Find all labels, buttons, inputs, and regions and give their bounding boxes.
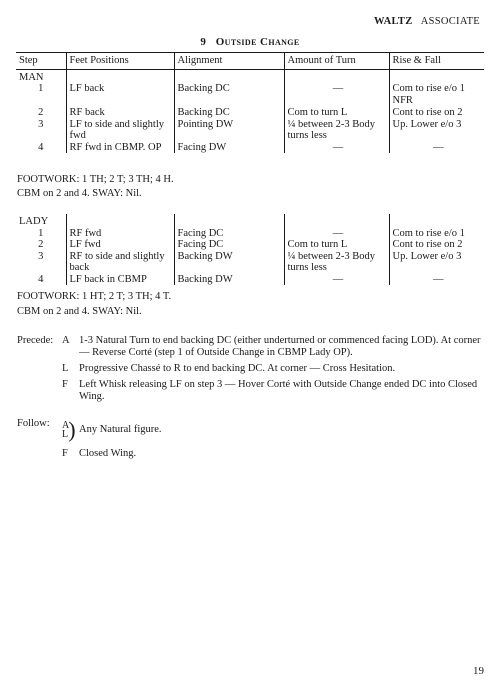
table-row bbox=[16, 228, 484, 240]
step-number: 1 bbox=[38, 83, 44, 94]
table-row bbox=[16, 142, 484, 154]
col-alignment-header: Alignment bbox=[174, 53, 284, 70]
table-row bbox=[16, 239, 484, 251]
step-number: 2 bbox=[38, 107, 44, 118]
table-row bbox=[16, 251, 484, 274]
follow-letter: F bbox=[62, 448, 68, 459]
col-feet-header: Feet Positions bbox=[66, 53, 174, 70]
precede-item bbox=[17, 335, 487, 359]
table-row bbox=[16, 83, 484, 107]
man-footwork: FOOTWORK: 1 TH; 2 T; 3 TH; 4 H. bbox=[17, 174, 174, 185]
alignment: Facing DC bbox=[174, 228, 284, 240]
precede-item bbox=[17, 363, 487, 375]
table-header-row bbox=[16, 53, 484, 70]
rise-and-fall: Up. Lower e/o 3 bbox=[389, 251, 484, 274]
header-book: WALTZ bbox=[374, 16, 413, 27]
alignment: Backing DC bbox=[174, 107, 284, 119]
follow-item bbox=[17, 448, 487, 460]
follow-label: Follow: bbox=[17, 418, 50, 429]
man-steps-table bbox=[16, 52, 484, 153]
col-step-header: Step bbox=[16, 53, 66, 70]
follow-text: Closed Wing. bbox=[79, 448, 137, 459]
running-header bbox=[374, 16, 480, 27]
table-row bbox=[16, 107, 484, 119]
role-row bbox=[16, 214, 484, 228]
lady-footwork: FOOTWORK: 1 HT; 2 T; 3 TH; 4 T. bbox=[17, 291, 172, 302]
alignment: Facing DC bbox=[174, 239, 284, 251]
precede-item bbox=[17, 379, 487, 403]
role-label-lady: LADY bbox=[19, 216, 49, 227]
rise-and-fall: — bbox=[389, 274, 484, 286]
rise-and-fall: Com to rise e/o 1 bbox=[389, 228, 484, 240]
precede-letter: F bbox=[62, 379, 68, 390]
figure-number: 9 bbox=[200, 36, 207, 48]
col-rise-header: Rise & Fall bbox=[389, 53, 484, 70]
follow-letter: A bbox=[62, 420, 70, 431]
feet-position: LF to side and slightly fwd bbox=[66, 119, 174, 142]
step-number: 1 bbox=[38, 227, 44, 239]
precede-text: Left Whisk releasing LF on step 3 — Hover Corté with Outside Change ended DC into Closed Wing. bbox=[79, 379, 478, 402]
role-label-man: MAN bbox=[19, 71, 44, 83]
precede-letter: A bbox=[62, 335, 70, 346]
col-turn-header: Amount of Turn bbox=[284, 53, 389, 70]
alignment: Pointing DW bbox=[174, 119, 284, 142]
step-number: 2 bbox=[38, 239, 44, 250]
amount-of-turn: — bbox=[284, 228, 389, 240]
amount-of-turn: — bbox=[284, 274, 389, 286]
header-level: ASSOCIATE bbox=[420, 16, 480, 27]
step-number: 4 bbox=[38, 273, 44, 285]
precede-label: Precede: bbox=[17, 335, 54, 346]
amount-of-turn: Com to turn L bbox=[284, 239, 389, 251]
feet-position: RF fwd bbox=[66, 228, 174, 240]
amount-of-turn: — bbox=[284, 142, 389, 154]
feet-position: LF fwd bbox=[66, 239, 174, 251]
feet-position: RF to side and slightly back bbox=[66, 251, 174, 274]
follow-letter-group bbox=[62, 417, 76, 442]
lady-cbm-sway: CBM on 2 and 4. SWAY: Nil. bbox=[17, 306, 142, 317]
alignment: Backing DW bbox=[174, 251, 284, 274]
table-row bbox=[16, 274, 484, 286]
man-cbm-sway: CBM on 2 and 4. SWAY: Nil. bbox=[17, 188, 142, 199]
lady-steps-table bbox=[16, 214, 484, 285]
step-number: 4 bbox=[38, 141, 44, 153]
rise-and-fall: Up. Lower e/o 3 bbox=[389, 119, 484, 142]
alignment: Backing DC bbox=[174, 83, 284, 107]
amount-of-turn: ¼ between 2-3 Body turns less bbox=[284, 251, 389, 274]
rise-and-fall: — bbox=[389, 142, 484, 154]
follow-section bbox=[17, 418, 487, 464]
precede-text: 1-3 Natural Turn to end backing DC (either underturned or commenced facing LOD). At corner — Reverse Corté (step 1 of Outside Change in CBMP Lady OP). bbox=[79, 335, 481, 358]
table-row bbox=[16, 119, 484, 142]
precede-section bbox=[17, 335, 487, 407]
figure-name: Outside Change bbox=[215, 36, 300, 48]
figure-title bbox=[0, 36, 500, 48]
feet-position: RF fwd in CBMP. OP bbox=[66, 142, 174, 154]
brace-glyph: ) bbox=[68, 417, 76, 442]
rise-and-fall: Com to rise e/o 1 NFR bbox=[389, 83, 484, 107]
step-number: 3 bbox=[38, 118, 44, 130]
alignment: Facing DW bbox=[174, 142, 284, 154]
rise-and-fall: Cont to rise on 2 bbox=[389, 107, 484, 119]
follow-letter: L bbox=[62, 429, 69, 440]
follow-text: Any Natural figure. bbox=[79, 424, 162, 435]
feet-position: RF back bbox=[66, 107, 174, 119]
precede-letter: L bbox=[62, 363, 69, 374]
amount-of-turn: ¼ between 2-3 Body turns less bbox=[284, 119, 389, 142]
alignment: Backing DW bbox=[174, 274, 284, 286]
feet-position: LF back in CBMP bbox=[66, 274, 174, 286]
amount-of-turn: Com to turn L bbox=[284, 107, 389, 119]
role-row bbox=[16, 69, 484, 83]
feet-position: LF back bbox=[66, 83, 174, 107]
follow-item bbox=[17, 418, 487, 444]
precede-text: Progressive Chassé to R to end backing DC. At corner — Cross Hesitation. bbox=[79, 363, 396, 374]
amount-of-turn: — bbox=[284, 83, 389, 107]
step-number: 3 bbox=[38, 250, 44, 262]
page-number: 19 bbox=[473, 665, 484, 677]
rise-and-fall: Cont to rise on 2 bbox=[389, 239, 484, 251]
